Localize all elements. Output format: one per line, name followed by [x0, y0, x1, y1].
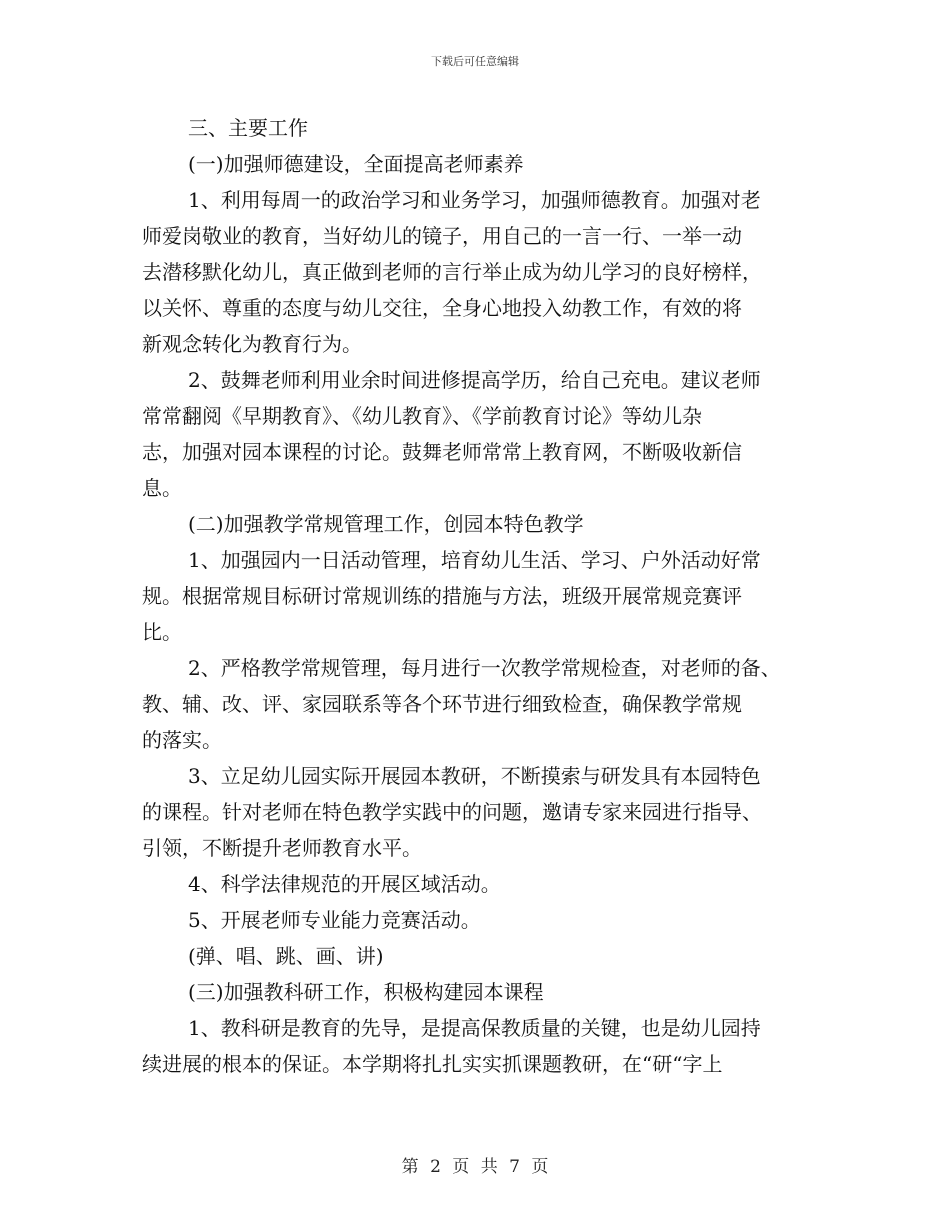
page-footer: [0, 1152, 950, 1177]
footer-suffix: 页: [531, 1157, 549, 1177]
text-line: 规。根据常规目标研讨常规训练的措施与方法，班级开展常规竞赛评: [142, 584, 742, 608]
text-line: (三)加强教科研工作，积极构建园本课程: [188, 980, 544, 1004]
text-line: 续进展的根本的保证。本学期将扎扎实实抓课题教研，在“研“字上: [142, 1052, 723, 1076]
text-line: 1、利用每周一的政治学习和业务学习，加强师德教育。加强对老: [188, 188, 761, 212]
footer-page-unit: 页: [452, 1157, 470, 1177]
text-line: 4、科学法律规范的开展区域活动。: [188, 872, 501, 896]
text-line: 三、主要工作: [188, 116, 308, 140]
text-line: 1、教科研是教育的先导，是提高保教质量的关键，也是幼儿园持: [188, 1016, 761, 1040]
text-line: 的课程。针对老师在特色教学实践中的问题，邀请专家来园进行指导、: [142, 800, 762, 824]
text-line: 5、开展老师专业能力竞赛活动。: [188, 908, 481, 932]
text-line: 新观念转化为教育行为。: [142, 332, 362, 356]
text-line: (弹、唱、跳、画、讲): [188, 944, 384, 968]
footer-current-page: 2: [430, 1157, 441, 1177]
text-line: 以关怀、尊重的态度与幼儿交往，全身心地投入幼教工作，有效的将: [142, 296, 742, 320]
text-line: 教、辅、改、评、家园联系等各个环节进行细致检查，确保教学常规: [142, 692, 742, 716]
text-line: (一)加强师德建设，全面提高老师素养: [188, 152, 524, 176]
text-line: 引领，不断提升老师教育水平。: [142, 836, 422, 860]
text-line: 常常翻阅《早期教育》、《幼儿教育》、《学前教育讨论》等幼儿杂: [142, 404, 702, 428]
footer-total-word: 共: [480, 1157, 498, 1177]
text-line: 3、立足幼儿园实际开展园本教研，不断摸索与研发具有本园特色: [188, 764, 761, 788]
text-line: 2、鼓舞老师利用业余时间进修提高学历，给自己充电。建议老师: [188, 368, 761, 392]
footer-prefix: 第: [401, 1157, 419, 1177]
text-line: 师爱岗敬业的教育，当好幼儿的镜子，用自己的一言一行、一举一动: [142, 224, 742, 248]
text-line: 志，加强对园本课程的讨论。鼓舞老师常常上教育网，不断吸收新信: [142, 440, 742, 464]
footer-total-pages: 7: [509, 1157, 520, 1177]
text-line: 1、加强园内一日活动管理，培育幼儿生活、学习、户外活动好常: [188, 548, 761, 572]
text-line: (二)加强教学常规管理工作，创园本特色教学: [188, 512, 584, 536]
text-line: 息。: [142, 476, 182, 500]
page-header-note: 下载后可任意编辑: [431, 55, 519, 68]
document-body: [142, 110, 812, 1082]
text-line: 2、严格教学常规管理，每月进行一次教学常规检查，对老师的备、: [188, 656, 781, 680]
text-line: 比。: [142, 620, 182, 644]
text-line: 去潜移默化幼儿，真正做到老师的言行举止成为幼儿学习的良好榜样，: [142, 260, 762, 284]
text-line: 的落实。: [142, 728, 222, 752]
